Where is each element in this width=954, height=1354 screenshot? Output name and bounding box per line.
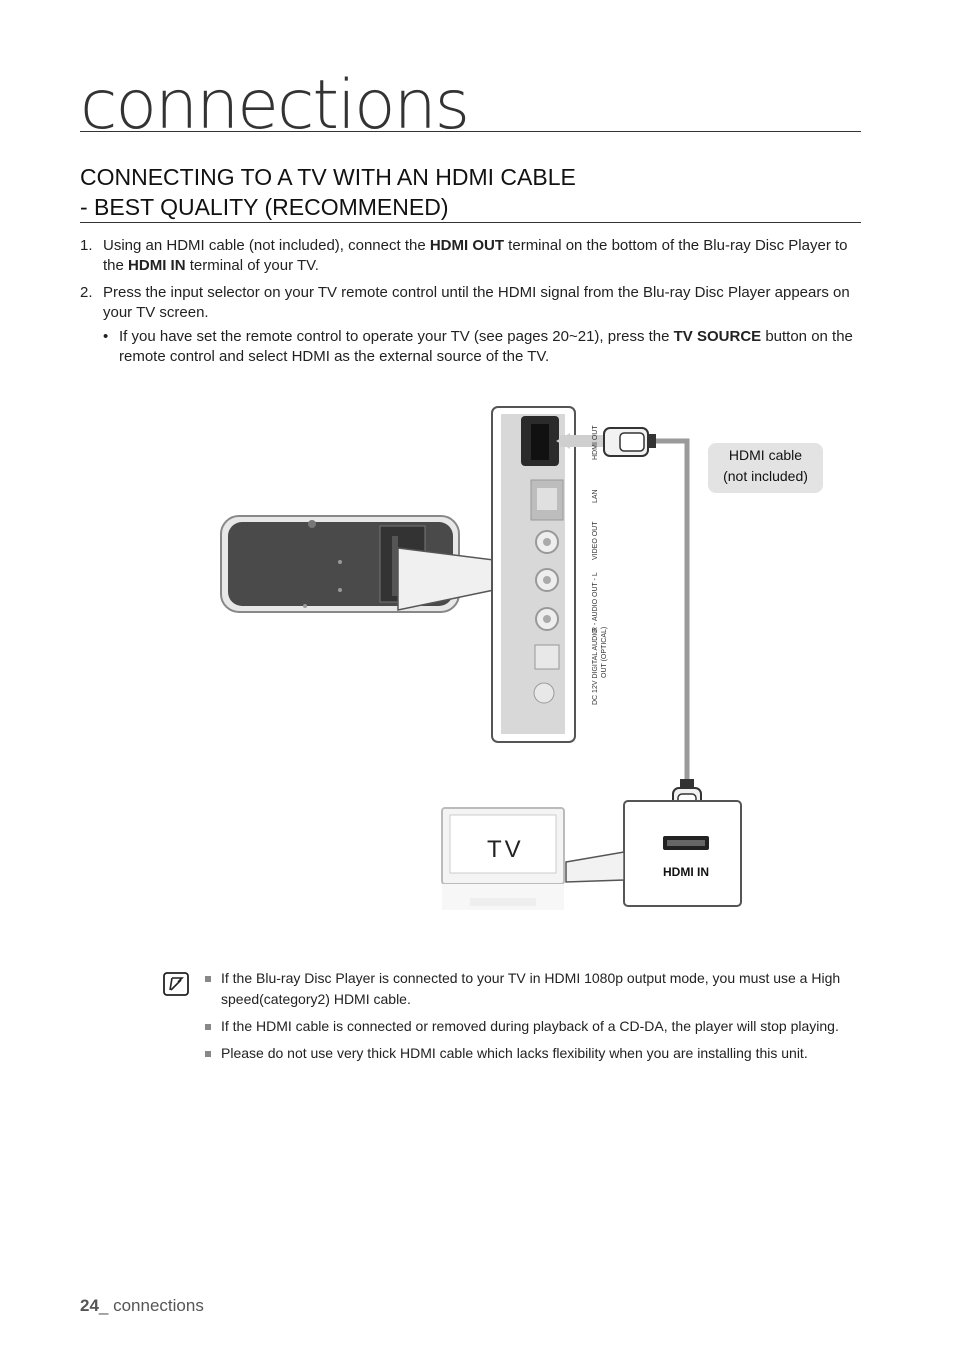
callout-line1: HDMI cable: [728, 447, 803, 463]
step-text: terminal on the bottom of the Blu-ray Disc Player to the: [103, 237, 848, 274]
bullet-text: If you have set the remote control to operate your TV (see pages 20~21), press the: [119, 328, 674, 345]
step-text: Using an HDMI cable (not included), connect the: [103, 237, 430, 254]
step-2: [80, 283, 860, 367]
bullet-emphasis: TV SOURCE: [673, 328, 762, 345]
note-list: [203, 968, 863, 1070]
note-bullet-icon: [205, 1051, 211, 1057]
port-label-digital-audio: DC 12V DIGITAL AUDIO: [592, 628, 599, 705]
step-number: 1.: [80, 237, 93, 254]
note-item: [203, 968, 863, 1010]
port-label-video-out: VIDEO OUT: [592, 521, 599, 560]
step-emphasis: HDMI OUT: [429, 237, 505, 254]
step-number: 2.: [80, 284, 93, 301]
instruction-steps: [80, 236, 860, 374]
section-title: [80, 162, 576, 222]
bullet-text: button on the remote control and select HDMI as the external source of the TV.: [119, 328, 853, 365]
port-label-optical: OUT (OPTICAL): [601, 626, 608, 678]
port-label-audio-out: R - AUDIO OUT - L: [592, 572, 599, 632]
hdmi-connector-top: [604, 428, 656, 456]
port-label-hdmi-out: HDMI OUT: [592, 425, 599, 460]
hdmi-cable: [656, 441, 687, 780]
hdmi-cable-callout: [708, 443, 823, 493]
note-item: [203, 1043, 863, 1064]
chapter-divider: [80, 131, 861, 132]
tv-label: TV: [487, 836, 524, 863]
step-2-bullet: [103, 327, 860, 367]
step-text: terminal of your TV.: [185, 257, 319, 274]
step-emphasis: HDMI IN: [128, 257, 186, 274]
chapter-title: connections: [80, 66, 469, 145]
note-text: If the HDMI cable is connected or removed during playback of a CD-DA, the player will stop playing.: [221, 1018, 839, 1034]
section-title-line1: CONNECTING TO A TV WITH AN HDMI CABLE: [80, 164, 576, 190]
bullet-dot: •: [103, 328, 109, 345]
note-item: [203, 1016, 863, 1037]
section-title-line2: - BEST QUALITY (RECOMMENED): [80, 194, 449, 220]
hdmi-in-box: [624, 801, 741, 906]
section-divider: [80, 222, 861, 223]
note-bullet-icon: [205, 1024, 211, 1030]
note-text: Please do not use very thick HDMI cable which lacks flexibility when you are installing this unit.: [221, 1045, 808, 1061]
port-label-lan: LAN: [592, 489, 599, 503]
step-text: Press the input selector on your TV remote control until the HDMI signal from the Blu-ray Disc Player appears on your TV screen.: [103, 284, 850, 321]
magnify-wedge: [398, 548, 494, 610]
note-icon: [163, 972, 189, 996]
note-bullet-icon: [205, 976, 211, 982]
footer-section: _ connections: [98, 1296, 204, 1315]
rear-panel: [492, 407, 575, 742]
hdmi-in-label: HDMI IN: [663, 865, 709, 879]
page-number: 24: [80, 1296, 99, 1315]
note-text: If the Blu-ray Disc Player is connected to your TV in HDMI 1080p output mode, you must use a High speed(category2) HDMI cable.: [221, 970, 841, 1007]
page-footer: [80, 1296, 204, 1316]
step-1: [80, 236, 860, 276]
callout-line2: (not included): [723, 468, 808, 484]
